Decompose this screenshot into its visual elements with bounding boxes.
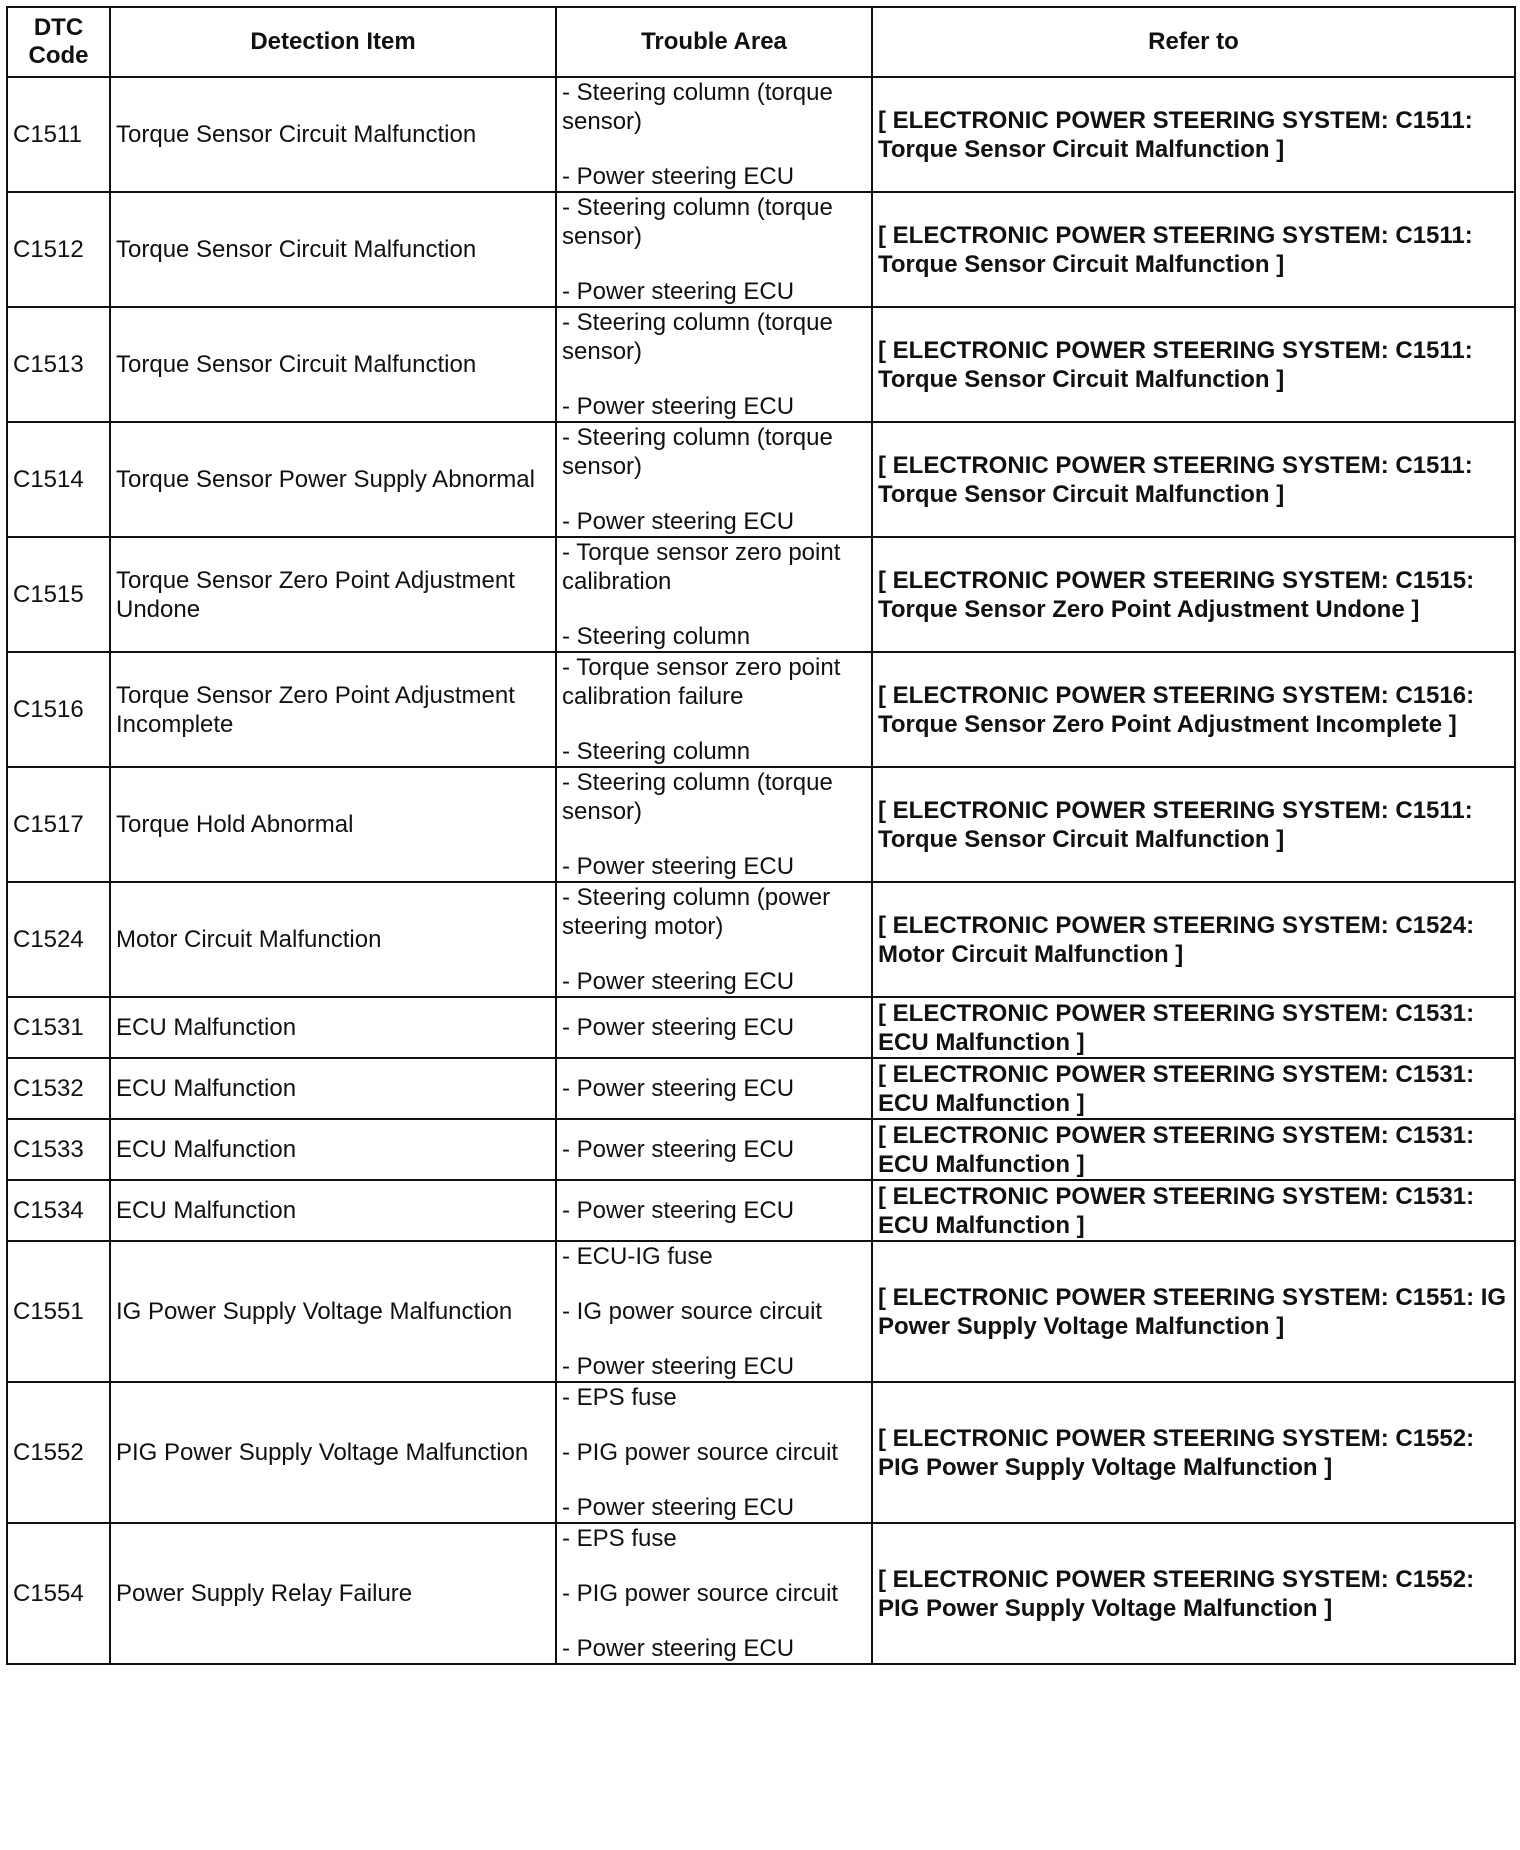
table-row xyxy=(7,1058,1515,1119)
table-row xyxy=(7,652,1515,767)
trouble-area-entry: - Power steering ECU xyxy=(562,393,795,420)
refer-to-link[interactable]: [ ELECTRONIC POWER STEERING SYSTEM: C1524: Motor Circuit Malfunction ] xyxy=(872,882,1515,997)
dtc-code-cell: C1531 xyxy=(7,997,110,1058)
refer-to-link[interactable]: [ ELECTRONIC POWER STEERING SYSTEM: C1531: ECU Malfunction ] xyxy=(872,1119,1515,1180)
trouble-area-entry: - Torque sensor zero point calibration xyxy=(562,539,841,595)
dtc-table xyxy=(6,6,1516,1665)
trouble-area-entry: - Torque sensor zero point calibration failure xyxy=(562,654,841,710)
trouble-area-entry: - Steering column (power steering motor) xyxy=(562,884,831,940)
trouble-area-cell xyxy=(556,1382,872,1523)
detection-item-cell: Torque Sensor Circuit Malfunction xyxy=(110,192,556,307)
detection-item-cell: ECU Malfunction xyxy=(110,1180,556,1241)
dtc-code-cell: C1551 xyxy=(7,1241,110,1382)
detection-item-cell: ECU Malfunction xyxy=(110,997,556,1058)
detection-item-cell: ECU Malfunction xyxy=(110,1119,556,1180)
detection-item-cell: Motor Circuit Malfunction xyxy=(110,882,556,997)
header-dtc-code-line1: DTC xyxy=(33,14,84,41)
table-row xyxy=(7,882,1515,997)
table-row xyxy=(7,1523,1515,1664)
detection-item-cell: Power Supply Relay Failure xyxy=(110,1523,556,1664)
trouble-area-entry: - EPS fuse xyxy=(562,1525,677,1552)
trouble-area-entry: - Steering column (torque sensor) xyxy=(562,424,833,480)
header-row xyxy=(7,7,1515,77)
refer-to-link[interactable]: [ ELECTRONIC POWER STEERING SYSTEM: C1552: PIG Power Supply Voltage Malfunction ] xyxy=(872,1523,1515,1664)
trouble-area-entry: - Steering column (torque sensor) xyxy=(562,79,833,135)
dtc-code-cell: C1512 xyxy=(7,192,110,307)
dtc-code-cell: C1532 xyxy=(7,1058,110,1119)
header-dtc-code-line2: Code xyxy=(28,42,89,69)
trouble-area-cell xyxy=(556,422,872,537)
trouble-area-cell xyxy=(556,997,872,1058)
detection-item-cell: IG Power Supply Voltage Malfunction xyxy=(110,1241,556,1382)
trouble-area-cell xyxy=(556,307,872,422)
detection-item-cell: Torque Hold Abnormal xyxy=(110,767,556,882)
trouble-area-entry: - Power steering ECU xyxy=(562,1197,795,1224)
dtc-code-cell: C1534 xyxy=(7,1180,110,1241)
trouble-area-entry: - Power steering ECU xyxy=(562,1635,795,1662)
trouble-area-cell xyxy=(556,1241,872,1382)
table-row xyxy=(7,1241,1515,1382)
table-body xyxy=(7,77,1515,1664)
detection-item-cell: Torque Sensor Circuit Malfunction xyxy=(110,77,556,192)
dtc-code-cell: C1533 xyxy=(7,1119,110,1180)
trouble-area-cell xyxy=(556,1058,872,1119)
trouble-area-cell xyxy=(556,537,872,652)
refer-to-link[interactable]: [ ELECTRONIC POWER STEERING SYSTEM: C1515: Torque Sensor Zero Point Adjustment Undone ] xyxy=(872,537,1515,652)
trouble-area-entry: - Steering column (torque sensor) xyxy=(562,194,833,250)
trouble-area-entry: - PIG power source circuit xyxy=(562,1580,839,1607)
trouble-area-entry: - Power steering ECU xyxy=(562,278,795,305)
trouble-area-entry: - Steering column xyxy=(562,738,751,765)
table-row xyxy=(7,192,1515,307)
dtc-code-cell: C1516 xyxy=(7,652,110,767)
dtc-code-cell: C1554 xyxy=(7,1523,110,1664)
trouble-area-entry: - Steering column xyxy=(562,623,751,650)
trouble-area-entry: - Steering column (torque sensor) xyxy=(562,309,833,365)
trouble-area-entry: - Power steering ECU xyxy=(562,1494,795,1521)
refer-to-link[interactable]: [ ELECTRONIC POWER STEERING SYSTEM: C1511: Torque Sensor Circuit Malfunction ] xyxy=(872,77,1515,192)
dtc-code-cell: C1515 xyxy=(7,537,110,652)
dtc-code-cell: C1524 xyxy=(7,882,110,997)
trouble-area-cell xyxy=(556,882,872,997)
trouble-area-cell xyxy=(556,1523,872,1664)
refer-to-link[interactable]: [ ELECTRONIC POWER STEERING SYSTEM: C1511: Torque Sensor Circuit Malfunction ] xyxy=(872,767,1515,882)
trouble-area-cell xyxy=(556,77,872,192)
header-trouble-area: Trouble Area xyxy=(556,7,872,77)
table-row xyxy=(7,537,1515,652)
refer-to-link[interactable]: [ ELECTRONIC POWER STEERING SYSTEM: C1531: ECU Malfunction ] xyxy=(872,1058,1515,1119)
refer-to-link[interactable]: [ ELECTRONIC POWER STEERING SYSTEM: C1531: ECU Malfunction ] xyxy=(872,997,1515,1058)
trouble-area-cell xyxy=(556,192,872,307)
detection-item-cell: ECU Malfunction xyxy=(110,1058,556,1119)
trouble-area-entry: - IG power source circuit xyxy=(562,1298,823,1325)
table-row xyxy=(7,1382,1515,1523)
table-row xyxy=(7,997,1515,1058)
table-row xyxy=(7,767,1515,882)
dtc-code-cell: C1514 xyxy=(7,422,110,537)
dtc-code-cell: C1513 xyxy=(7,307,110,422)
trouble-area-entry: - Power steering ECU xyxy=(562,508,795,535)
trouble-area-entry: - Power steering ECU xyxy=(562,853,795,880)
trouble-area-entry: - Power steering ECU xyxy=(562,1136,795,1163)
detection-item-cell: Torque Sensor Zero Point Adjustment Undone xyxy=(110,537,556,652)
refer-to-link[interactable]: [ ELECTRONIC POWER STEERING SYSTEM: C1552: PIG Power Supply Voltage Malfunction ] xyxy=(872,1382,1515,1523)
refer-to-link[interactable]: [ ELECTRONIC POWER STEERING SYSTEM: C1516: Torque Sensor Zero Point Adjustment Incomplete ] xyxy=(872,652,1515,767)
trouble-area-entry: - Power steering ECU xyxy=(562,1014,795,1041)
header-dtc-code xyxy=(7,7,110,77)
dtc-code-cell: C1517 xyxy=(7,767,110,882)
detection-item-cell: Torque Sensor Circuit Malfunction xyxy=(110,307,556,422)
trouble-area-entry: - Steering column (torque sensor) xyxy=(562,769,833,825)
refer-to-link[interactable]: [ ELECTRONIC POWER STEERING SYSTEM: C1511: Torque Sensor Circuit Malfunction ] xyxy=(872,422,1515,537)
trouble-area-cell xyxy=(556,652,872,767)
trouble-area-entry: - Power steering ECU xyxy=(562,1353,795,1380)
trouble-area-entry: - Power steering ECU xyxy=(562,968,795,995)
trouble-area-entry: - PIG power source circuit xyxy=(562,1439,839,1466)
header-detection-item: Detection Item xyxy=(110,7,556,77)
dtc-code-cell: C1552 xyxy=(7,1382,110,1523)
table-row xyxy=(7,307,1515,422)
trouble-area-cell xyxy=(556,1119,872,1180)
detection-item-cell: Torque Sensor Power Supply Abnormal xyxy=(110,422,556,537)
trouble-area-cell xyxy=(556,767,872,882)
table-row xyxy=(7,1180,1515,1241)
refer-to-link[interactable]: [ ELECTRONIC POWER STEERING SYSTEM: C1551: IG Power Supply Voltage Malfunction ] xyxy=(872,1241,1515,1382)
trouble-area-entry: - ECU-IG fuse xyxy=(562,1243,713,1270)
trouble-area-entry: - Power steering ECU xyxy=(562,1075,795,1102)
detection-item-cell: Torque Sensor Zero Point Adjustment Incomplete xyxy=(110,652,556,767)
dtc-code-cell: C1511 xyxy=(7,77,110,192)
trouble-area-cell xyxy=(556,1180,872,1241)
refer-to-link[interactable]: [ ELECTRONIC POWER STEERING SYSTEM: C1531: ECU Malfunction ] xyxy=(872,1180,1515,1241)
detection-item-cell: PIG Power Supply Voltage Malfunction xyxy=(110,1382,556,1523)
refer-to-link[interactable]: [ ELECTRONIC POWER STEERING SYSTEM: C1511: Torque Sensor Circuit Malfunction ] xyxy=(872,307,1515,422)
table-header xyxy=(7,7,1515,77)
table-row xyxy=(7,77,1515,192)
trouble-area-entry: - EPS fuse xyxy=(562,1384,677,1411)
table-row xyxy=(7,1119,1515,1180)
refer-to-link[interactable]: [ ELECTRONIC POWER STEERING SYSTEM: C1511: Torque Sensor Circuit Malfunction ] xyxy=(872,192,1515,307)
trouble-area-entry: - Power steering ECU xyxy=(562,163,795,190)
header-refer-to: Refer to xyxy=(872,7,1515,77)
table-row xyxy=(7,422,1515,537)
